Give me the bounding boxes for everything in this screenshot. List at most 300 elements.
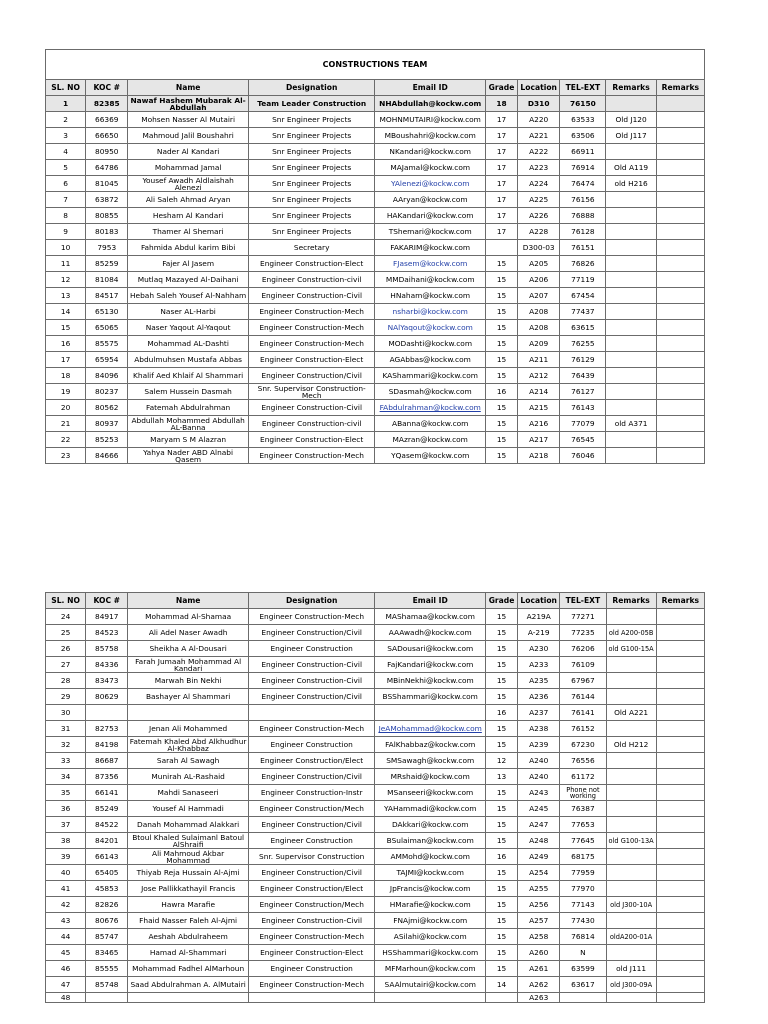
cell-email (375, 993, 486, 1003)
cell-grade: 14 (485, 977, 517, 993)
cell-email[interactable]: BSShammari@kockw.com (375, 689, 486, 705)
cell-remarks: Old J117 (606, 128, 656, 144)
cell-email[interactable]: YAHammadi@kockw.com (375, 801, 486, 817)
table-row (46, 96, 705, 112)
cell-tel-ext: 76109 (560, 657, 606, 673)
cell-designation: Engineer Construction-Elect (248, 256, 375, 272)
cell-remarks: Old H212 (606, 737, 656, 753)
cell-email[interactable]: NAlYaqout@kockw.com (375, 320, 486, 336)
cell-designation: Engineer Construction-Mech (248, 977, 375, 993)
cell-koc: 84336 (86, 657, 128, 673)
cell-grade: 15 (485, 609, 517, 625)
cell-sl-no: 42 (46, 897, 86, 913)
cell-name: Hawra Marafie (128, 897, 249, 913)
cell-email[interactable]: SADousari@kockw.com (375, 641, 486, 657)
cell-email[interactable]: AAryan@kockw.com (375, 192, 486, 208)
cell-location: A211 (518, 352, 560, 368)
cell-location: A226 (518, 208, 560, 224)
cell-remarks-2 (656, 224, 704, 240)
cell-koc: 85259 (86, 256, 128, 272)
cell-sl-no: 9 (46, 224, 86, 240)
cell-email[interactable]: FAlKhabbaz@kockw.com (375, 737, 486, 753)
cell-sl-no: 2 (46, 112, 86, 128)
cell-location: A224 (518, 176, 560, 192)
cell-location: A255 (518, 881, 560, 897)
cell-remarks (606, 288, 656, 304)
cell-designation: Engineer Construction (248, 833, 375, 849)
table-row (46, 721, 705, 737)
cell-email[interactable]: YAlenezi@kockw.com (375, 176, 486, 192)
table-row (46, 785, 705, 801)
cell-sl-no: 19 (46, 384, 86, 400)
cell-remarks-2 (656, 304, 704, 320)
cell-sl-no: 25 (46, 625, 86, 641)
cell-remarks (606, 817, 656, 833)
cell-koc: 84096 (86, 368, 128, 384)
cell-tel-ext: 76255 (560, 336, 606, 352)
cell-koc: 85747 (86, 929, 128, 945)
cell-remarks-2 (656, 689, 704, 705)
cell-remarks (606, 272, 656, 288)
cell-tel-ext: 76129 (560, 352, 606, 368)
cell-sl-no: 23 (46, 448, 86, 464)
cell-remarks-2 (656, 769, 704, 785)
cell-email[interactable]: AAAwadh@kockw.com (375, 625, 486, 641)
cell-koc: 82385 (86, 96, 128, 112)
cell-email[interactable]: BSulaiman@kockw.com (375, 833, 486, 849)
cell-location: A218 (518, 448, 560, 464)
cell-sl-no: 3 (46, 128, 86, 144)
cell-designation: Snr Engineer Projects (248, 208, 375, 224)
cell-name: Khalif Aed Khlaif Al Shammari (128, 368, 249, 384)
cell-tel-ext: 76545 (560, 432, 606, 448)
cell-name: Mohammad AL-Dashti (128, 336, 249, 352)
cell-designation: Engineer Construction-Mech (248, 320, 375, 336)
cell-remarks-2 (656, 144, 704, 160)
cell-email[interactable]: MFMarhoun@kockw.com (375, 961, 486, 977)
cell-tel-ext: 61172 (560, 769, 606, 785)
cell-sl-no: 38 (46, 833, 86, 849)
cell-email[interactable]: MRshaid@kockw.com (375, 769, 486, 785)
cell-designation: Engineer Construction-Civil (248, 657, 375, 673)
cell-remarks-2 (656, 192, 704, 208)
cell-remarks (606, 336, 656, 352)
cell-remarks (606, 192, 656, 208)
cell-sl-no: 48 (46, 993, 86, 1003)
cell-sl-no: 44 (46, 929, 86, 945)
cell-email[interactable]: HAKandari@kockw.com (375, 208, 486, 224)
cell-koc: 80237 (86, 384, 128, 400)
cell-grade: 17 (485, 112, 517, 128)
cell-tel-ext: 76128 (560, 224, 606, 240)
cell-koc: 85249 (86, 801, 128, 817)
header-row (46, 593, 705, 609)
cell-email[interactable]: AMMohd@kockw.com (375, 849, 486, 865)
cell-grade: 15 (485, 320, 517, 336)
cell-designation: Engineer Construction-Mech (248, 609, 375, 625)
cell-name: Farah Jumaah Mohammad Al Kandari (128, 657, 249, 673)
cell-sl-no: 33 (46, 753, 86, 769)
cell-grade: 15 (485, 801, 517, 817)
cell-koc: 84522 (86, 817, 128, 833)
col-header: Name (128, 80, 249, 96)
cell-designation: Engineer Construction/Mech (248, 801, 375, 817)
cell-tel-ext: 76143 (560, 400, 606, 416)
cell-koc: 66650 (86, 128, 128, 144)
cell-koc (86, 705, 128, 721)
cell-email[interactable]: JeAMohammad@kockw.com (375, 721, 486, 737)
cell-koc: 85575 (86, 336, 128, 352)
cell-name: Yahya Nader ABD Alnabi Qasem (128, 448, 249, 464)
col-header: TEL-EXT (560, 80, 606, 96)
cell-name: Nader Al Kandari (128, 144, 249, 160)
cell-remarks-2 (656, 945, 704, 961)
col-header: KOC # (86, 593, 128, 609)
cell-remarks-2 (656, 897, 704, 913)
cell-location: A247 (518, 817, 560, 833)
table-row (46, 801, 705, 817)
table-row (46, 673, 705, 689)
table-row (46, 304, 705, 320)
cell-email[interactable]: SDasmah@kockw.com (375, 384, 486, 400)
cell-name: Hamad Al-Shammari (128, 945, 249, 961)
cell-sl-no: 12 (46, 272, 86, 288)
cell-tel-ext: 76144 (560, 689, 606, 705)
cell-location: A209 (518, 336, 560, 352)
cell-designation: Engineer Construction-Mech (248, 304, 375, 320)
cell-name: Mutlaq Mazayed Al-Daihani (128, 272, 249, 288)
cell-grade: 17 (485, 176, 517, 192)
cell-email[interactable]: NKandari@kockw.com (375, 144, 486, 160)
col-header: Name (128, 593, 249, 609)
cell-location: A215 (518, 400, 560, 416)
cell-remarks-2 (656, 160, 704, 176)
cell-grade: 15 (485, 913, 517, 929)
table-row (46, 144, 705, 160)
cell-remarks-2 (656, 432, 704, 448)
cell-sl-no: 37 (46, 817, 86, 833)
cell-location: A235 (518, 673, 560, 689)
cell-remarks-2 (656, 673, 704, 689)
cell-remarks (606, 849, 656, 865)
cell-grade: 15 (485, 288, 517, 304)
col-header: Remarks (606, 593, 656, 609)
cell-grade: 15 (485, 272, 517, 288)
cell-tel-ext: 77119 (560, 272, 606, 288)
cell-remarks-2 (656, 801, 704, 817)
cell-sl-no: 29 (46, 689, 86, 705)
cell-designation (248, 993, 375, 1003)
cell-designation: Engineer Construction-Mech (248, 336, 375, 352)
cell-remarks-2 (656, 400, 704, 416)
cell-tel-ext (560, 993, 606, 1003)
cell-grade: 15 (485, 448, 517, 464)
table-row (46, 865, 705, 881)
cell-koc: 87356 (86, 769, 128, 785)
cell-tel-ext: 76156 (560, 192, 606, 208)
cell-email[interactable]: DAkkari@kockw.com (375, 817, 486, 833)
cell-remarks (606, 384, 656, 400)
cell-tel-ext: 63533 (560, 112, 606, 128)
cell-grade: 15 (485, 368, 517, 384)
cell-email[interactable]: SAAlmutairi@kockw.com (375, 977, 486, 993)
cell-name: Salem Hussein Dasmah (128, 384, 249, 400)
cell-email[interactable]: JpFrancis@kockw.com (375, 881, 486, 897)
cell-email (375, 705, 486, 721)
cell-tel-ext: 76152 (560, 721, 606, 737)
table-row (46, 625, 705, 641)
cell-remarks-2 (656, 240, 704, 256)
cell-location: A233 (518, 657, 560, 673)
cell-koc: 80855 (86, 208, 128, 224)
cell-koc: 80629 (86, 689, 128, 705)
cell-koc: 66143 (86, 849, 128, 865)
col-header: Remarks (606, 80, 656, 96)
cell-designation: Snr Engineer Projects (248, 144, 375, 160)
cell-remarks (606, 352, 656, 368)
cell-koc: 64786 (86, 160, 128, 176)
cell-remarks-2 (656, 993, 704, 1003)
cell-remarks (606, 432, 656, 448)
cell-email[interactable]: YQasem@kockw.com (375, 448, 486, 464)
cell-location: A239 (518, 737, 560, 753)
cell-email[interactable]: TShemari@kockw.com (375, 224, 486, 240)
cell-location: A225 (518, 192, 560, 208)
table-row (46, 657, 705, 673)
cell-designation: Snr Engineer Projects (248, 160, 375, 176)
cell-designation: Engineer Construction (248, 641, 375, 657)
cell-name: Fahmida Abdul karim Bibi (128, 240, 249, 256)
cell-sl-no: 4 (46, 144, 86, 160)
cell-tel-ext: 77143 (560, 897, 606, 913)
cell-grade: 15 (485, 400, 517, 416)
cell-remarks (606, 881, 656, 897)
cell-designation: Engineer Construction-Mech (248, 929, 375, 945)
cell-name: Btoul Khaled Sulaimanl Batoul AlShraifi (128, 833, 249, 849)
cell-remarks-2 (656, 448, 704, 464)
cell-remarks-2 (656, 977, 704, 993)
cell-name: Thiyab Reja Hussain Al-Ajmi (128, 865, 249, 881)
cell-name: Maryam S M Alazran (128, 432, 249, 448)
cell-name: Fajer Al Jasem (128, 256, 249, 272)
cell-remarks (606, 721, 656, 737)
cell-tel-ext: 68175 (560, 849, 606, 865)
cell-email[interactable]: NHAbdullah@kockw.com (375, 96, 486, 112)
cell-location: A206 (518, 272, 560, 288)
table-row (46, 913, 705, 929)
cell-remarks-2 (656, 176, 704, 192)
cell-name: Jose Pallikkathayil Francis (128, 881, 249, 897)
cell-email[interactable]: HNaham@kockw.com (375, 288, 486, 304)
col-header: Location (518, 80, 560, 96)
cell-location: A240 (518, 753, 560, 769)
cell-designation: Engineer Construction-Civil (248, 913, 375, 929)
cell-remarks (606, 913, 656, 929)
table-row (46, 288, 705, 304)
cell-tel-ext: 67230 (560, 737, 606, 753)
cell-email[interactable]: MOHNMUTAIRI@kockw.com (375, 112, 486, 128)
cell-email[interactable]: ABanna@kockw.com (375, 416, 486, 432)
cell-name: Mohammad Al-Shamaa (128, 609, 249, 625)
cell-email[interactable]: FAKARIM@kockw.com (375, 240, 486, 256)
cell-tel-ext: 77653 (560, 817, 606, 833)
cell-koc: 65065 (86, 320, 128, 336)
cell-sl-no: 18 (46, 368, 86, 384)
cell-koc: 84523 (86, 625, 128, 641)
table-row (46, 929, 705, 945)
cell-email[interactable]: HSShammari@kockw.com (375, 945, 486, 961)
cell-koc: 63872 (86, 192, 128, 208)
cell-designation: Engineer Construction/Civil (248, 625, 375, 641)
cell-email[interactable]: AGAbbas@kockw.com (375, 352, 486, 368)
cell-location: A217 (518, 432, 560, 448)
cell-location: A262 (518, 977, 560, 993)
cell-email[interactable]: nsharbi@kockw.com (375, 304, 486, 320)
cell-koc: 80937 (86, 416, 128, 432)
cell-email[interactable]: FJasem@kockw.com (375, 256, 486, 272)
cell-email[interactable]: KAShammari@kockw.com (375, 368, 486, 384)
cell-designation (248, 705, 375, 721)
col-header: KOC # (86, 80, 128, 96)
cell-koc: 65405 (86, 865, 128, 881)
cell-location: A205 (518, 256, 560, 272)
table-row (46, 961, 705, 977)
cell-koc: 82753 (86, 721, 128, 737)
cell-name: Thamer Al Shemari (128, 224, 249, 240)
cell-remarks: old G100-15A (606, 641, 656, 657)
cell-email[interactable]: MSanseeri@kockw.com (375, 785, 486, 801)
cell-name: Mohammad Jamal (128, 160, 249, 176)
cell-sl-no: 5 (46, 160, 86, 176)
cell-sl-no: 30 (46, 705, 86, 721)
cell-email[interactable]: ASilahi@kockw.com (375, 929, 486, 945)
table-row (46, 368, 705, 384)
cell-email[interactable]: FajKandari@kockw.com (375, 657, 486, 673)
cell-designation: Snr Engineer Projects (248, 192, 375, 208)
cell-sl-no: 39 (46, 849, 86, 865)
cell-koc: 84917 (86, 609, 128, 625)
cell-grade: 15 (485, 641, 517, 657)
cell-designation: Snr Engineer Projects (248, 128, 375, 144)
cell-location: A212 (518, 368, 560, 384)
cell-tel-ext: 77430 (560, 913, 606, 929)
cell-location: A263 (518, 993, 560, 1003)
cell-grade: 17 (485, 192, 517, 208)
col-header: Location (518, 593, 560, 609)
cell-email[interactable]: MAShamaa@kockw.com (375, 609, 486, 625)
cell-email[interactable]: MBoushahri@kockw.com (375, 128, 486, 144)
cell-koc: 66141 (86, 785, 128, 801)
cell-grade: 16 (485, 384, 517, 400)
col-header: TEL-EXT (560, 593, 606, 609)
cell-location: A245 (518, 801, 560, 817)
cell-name: Mahdi Sanaseeri (128, 785, 249, 801)
cell-location: A208 (518, 320, 560, 336)
cell-name: Jenan Ali Mohammed (128, 721, 249, 737)
cell-email[interactable]: FNAjmi@kockw.com (375, 913, 486, 929)
cell-grade: 15 (485, 737, 517, 753)
cell-name: Fatemah Abdulrahman (128, 400, 249, 416)
cell-name: Abdullah Mohammed Abdullah AL-Banna (128, 416, 249, 432)
cell-email[interactable]: MAJamal@kockw.com (375, 160, 486, 176)
cell-location: A238 (518, 721, 560, 737)
table-row (46, 849, 705, 865)
cell-designation: Engineer Construction (248, 961, 375, 977)
cell-location: A221 (518, 128, 560, 144)
cell-sl-no: 28 (46, 673, 86, 689)
cell-sl-no: 21 (46, 416, 86, 432)
cell-location: A254 (518, 865, 560, 881)
cell-sl-no: 43 (46, 913, 86, 929)
cell-location: A248 (518, 833, 560, 849)
cell-email[interactable]: SMSawagh@kockw.com (375, 753, 486, 769)
table-row (46, 817, 705, 833)
cell-tel-ext: 76206 (560, 641, 606, 657)
col-header: Designation (248, 80, 375, 96)
table-title: CONSTRUCTIONS TEAM (46, 50, 705, 80)
table-row (46, 432, 705, 448)
cell-remarks: Old A119 (606, 160, 656, 176)
cell-remarks (606, 400, 656, 416)
cell-remarks (606, 609, 656, 625)
cell-koc: 84201 (86, 833, 128, 849)
cell-grade: 15 (485, 336, 517, 352)
cell-name (128, 993, 249, 1003)
cell-remarks-2 (656, 625, 704, 641)
cell-tel-ext: 76914 (560, 160, 606, 176)
cell-designation: Engineer Construction/Mech (248, 897, 375, 913)
cell-name: Nawaf Hashem Mubarak Al-Abdullah (128, 96, 249, 112)
cell-location: A236 (518, 689, 560, 705)
cell-remarks (606, 657, 656, 673)
cell-location: A214 (518, 384, 560, 400)
constructions-team-table (45, 49, 705, 464)
cell-koc: 45853 (86, 881, 128, 897)
cell-grade: 12 (485, 753, 517, 769)
table-body (46, 96, 705, 464)
cell-email[interactable]: MODashti@kockw.com (375, 336, 486, 352)
cell-name: Mohsen Nasser Al Mutairi (128, 112, 249, 128)
table-row (46, 881, 705, 897)
cell-sl-no: 45 (46, 945, 86, 961)
cell-tel-ext: 76888 (560, 208, 606, 224)
cell-sl-no: 17 (46, 352, 86, 368)
cell-grade: 15 (485, 432, 517, 448)
cell-grade: 18 (485, 96, 517, 112)
cell-tel-ext: 76556 (560, 753, 606, 769)
cell-grade: 15 (485, 657, 517, 673)
cell-email[interactable]: MMDaihani@kockw.com (375, 272, 486, 288)
cell-location: A222 (518, 144, 560, 160)
cell-remarks-2 (656, 272, 704, 288)
cell-email[interactable]: FAbdulrahman@kockw.com (375, 400, 486, 416)
cell-grade: 15 (485, 865, 517, 881)
cell-email[interactable]: HMarafie@kockw.com (375, 897, 486, 913)
cell-koc: 86687 (86, 753, 128, 769)
cell-designation: Engineer Construction-Elect (248, 945, 375, 961)
cell-name: Mohammad Fadhel AlMarhoun (128, 961, 249, 977)
cell-email[interactable]: MBinNekhi@kockw.com (375, 673, 486, 689)
cell-koc: 81084 (86, 272, 128, 288)
cell-name: Fhaid Nasser Faleh Al-Ajmi (128, 913, 249, 929)
table-row (46, 897, 705, 913)
cell-name: Aeshah Abdulraheem (128, 929, 249, 945)
table-row (46, 224, 705, 240)
cell-email[interactable]: TAJMI@kockw.com (375, 865, 486, 881)
cell-sl-no: 14 (46, 304, 86, 320)
cell-email[interactable]: MAzran@kockw.com (375, 432, 486, 448)
cell-remarks: old A371 (606, 416, 656, 432)
